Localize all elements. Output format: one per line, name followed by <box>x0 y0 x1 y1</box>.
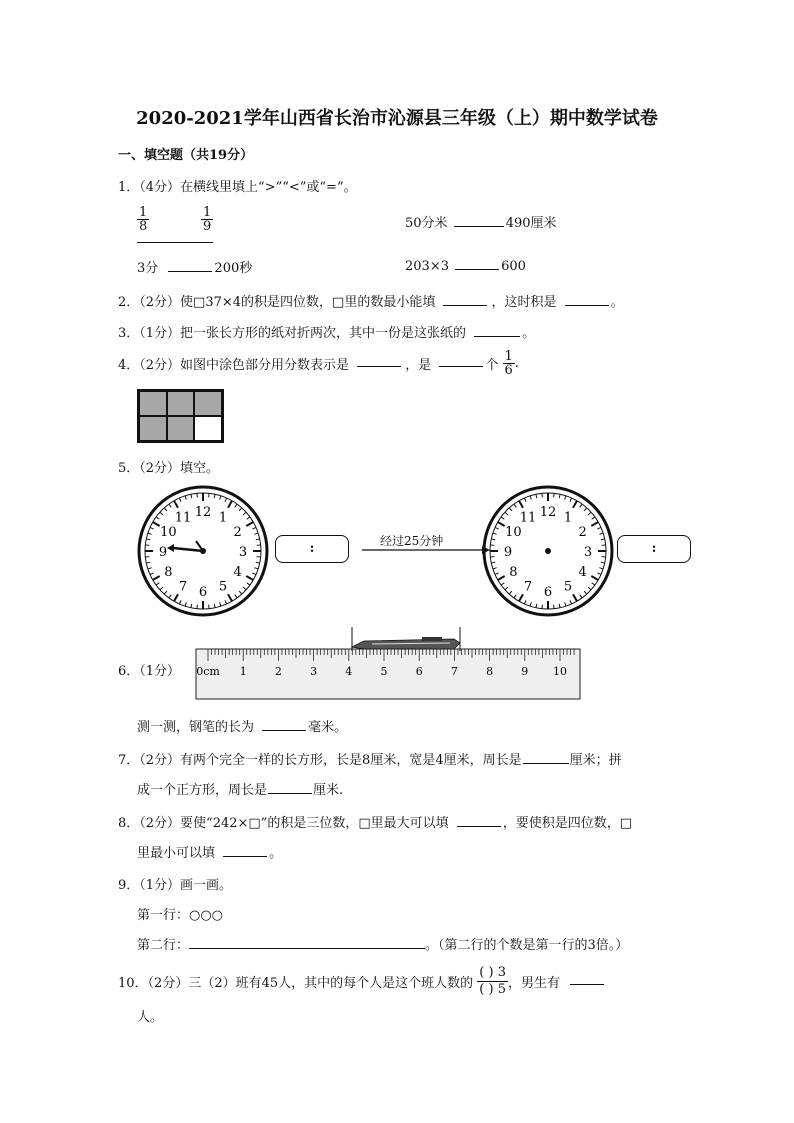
q9-row1: 第一行：○○○ <box>137 908 224 923</box>
q2-text: ，这时积是 <box>491 295 557 310</box>
q4-text: ，是 <box>405 358 432 373</box>
q9-text: 。（第二行的个数是第一行的3倍。） <box>425 938 629 953</box>
clock-number: 6 <box>198 585 208 600</box>
clock-number: 4 <box>233 565 242 580</box>
time-box-end[interactable]: : <box>617 535 691 563</box>
clock-number: 2 <box>233 525 242 540</box>
time-box-start[interactable]: : <box>275 535 349 563</box>
clock-number: 7 <box>178 579 188 595</box>
clock-number: 8 <box>509 565 518 580</box>
clock-number: 5 <box>563 579 573 595</box>
numerator: 1 <box>139 205 148 220</box>
q3-text: 3．（1分）把一张长方形的纸对折两次，其中一份是这张纸的 <box>118 326 467 341</box>
grid-cell-shaded <box>139 416 167 441</box>
blank-paren[interactable]: ( ) <box>479 982 494 997</box>
numerator: 1 <box>203 205 212 220</box>
answer-blank[interactable] <box>454 214 504 227</box>
q8-text: 。 <box>269 846 283 861</box>
numerator <box>477 965 508 982</box>
question-3 <box>118 322 535 341</box>
clock-number: 4 <box>578 565 587 580</box>
clock-number: 12 <box>194 505 212 520</box>
ruler-label: 5 <box>380 665 388 678</box>
q6-text: 毫米。 <box>308 720 348 735</box>
answer-blank[interactable] <box>223 844 267 857</box>
grid-cell-shaded <box>167 391 195 416</box>
denominator-value: 5 <box>497 982 506 997</box>
q6-answer-line <box>137 716 347 735</box>
question-8-line1 <box>118 812 632 831</box>
question-7-line1 <box>118 749 622 768</box>
compare-right: 490厘米 <box>505 216 557 231</box>
pen-icon <box>352 637 460 649</box>
clock-number: 6 <box>543 585 553 600</box>
answer-blank[interactable] <box>457 814 501 827</box>
ruler-label: 7 <box>450 665 458 678</box>
q4-text: 个 <box>485 358 499 373</box>
question-6-stem: 6．（1分） <box>118 664 181 679</box>
ruler-label: 6 <box>415 665 423 678</box>
q3-text: 。 <box>522 326 536 341</box>
ruler-label: 1 <box>239 665 247 678</box>
question-9-stem: 9．（1分）画一画。 <box>118 878 233 893</box>
question-5-stem: 5．（2分）填空。 <box>118 461 220 476</box>
answer-blank[interactable] <box>262 718 306 731</box>
ruler-label: 0cm <box>196 665 220 678</box>
clock-number: 3 <box>583 545 593 560</box>
answer-blank[interactable] <box>443 293 487 306</box>
denominator: 8 <box>139 219 148 234</box>
blank-paren[interactable]: ( ) <box>479 965 494 980</box>
answer-blank[interactable] <box>137 242 213 243</box>
q10-text: 10．（2分）三（2）班有45人，其中的每个人是这个班人数的 <box>118 976 474 991</box>
clock-number: 8 <box>164 565 173 580</box>
q1-b <box>405 212 557 231</box>
ruler-label: 9 <box>521 665 529 678</box>
clock-number: 1 <box>563 510 573 526</box>
grid-cell-blank <box>194 416 222 441</box>
answer-blank[interactable] <box>189 936 425 949</box>
answer-blank[interactable] <box>268 781 312 794</box>
q1-c <box>137 257 252 276</box>
q8-text: 里最小可以填 <box>137 846 216 861</box>
question-1-stem: 1．（4分）在横线里填上“>”“<”或“=”。 <box>118 180 357 195</box>
answer-blank[interactable] <box>474 324 520 337</box>
clock-number: 12 <box>539 505 557 520</box>
clock-figure <box>130 484 700 619</box>
ruler-label: 3 <box>310 665 318 678</box>
ruler-label: 8 <box>486 665 494 678</box>
numerator-value: 3 <box>497 965 506 980</box>
arrow-label: 经过25分钟 <box>380 534 444 548</box>
fraction-one-sixth <box>503 350 515 377</box>
question-4 <box>118 350 519 377</box>
ruler-label: 10 <box>553 665 567 678</box>
answer-blank[interactable] <box>439 354 483 367</box>
clock-number: 9 <box>158 545 168 560</box>
grid-cell-shaded <box>139 391 167 416</box>
clock-number: 11 <box>519 510 537 526</box>
clock-number: 5 <box>218 579 228 595</box>
q4-text: 4．（2分）如图中涂色部分用分数表示是 <box>118 358 350 373</box>
answer-blank[interactable] <box>455 257 499 270</box>
ruler-figure <box>192 625 584 703</box>
compare-left: 3分 <box>137 261 159 276</box>
clock-number: 7 <box>523 579 533 595</box>
answer-blank[interactable] <box>357 354 401 367</box>
compare-left: 203×3 <box>405 259 449 274</box>
question-10 <box>118 965 604 998</box>
q1-fraction-compare <box>137 206 217 246</box>
q2-text: 2．（2分）使□37×4的积是四位数，□里的数最小能填 <box>118 295 436 310</box>
grid-cell-shaded <box>194 391 222 416</box>
fraction-left <box>137 206 149 233</box>
denominator: 9 <box>203 219 212 234</box>
page-title: 2020-2021学年山西省长治市沁源县三年级（上）期中数学试卷 <box>136 108 658 129</box>
grid-cell-shaded <box>167 416 195 441</box>
denominator <box>479 982 506 998</box>
shaded-grid-figure <box>137 389 224 443</box>
q9-text: 第二行： <box>137 938 190 953</box>
q8-text: ，要使积是四位数，□ <box>502 816 633 831</box>
answer-blank[interactable] <box>565 293 609 306</box>
q10-text: ，男生有 <box>507 976 560 991</box>
q9-row2 <box>137 934 628 953</box>
clock-number: 3 <box>238 545 248 560</box>
question-2 <box>118 291 624 310</box>
q8-text: 8．（2分）要使“242×□”的积是三位数，□里最大可以填 <box>118 816 449 831</box>
compare-right: 200秒 <box>214 261 253 276</box>
clock-center <box>545 548 551 554</box>
q4-text: . <box>514 356 519 371</box>
compare-right: 600 <box>501 259 526 274</box>
clock-number: 10 <box>160 525 177 540</box>
clock-number: 2 <box>578 525 587 540</box>
question-7-line2 <box>137 779 343 798</box>
answer-blank[interactable] <box>570 972 604 985</box>
clock-number: 11 <box>174 510 192 526</box>
answer-blank[interactable] <box>523 751 569 764</box>
q6-text: 测一测，钢笔的长为 <box>137 720 255 735</box>
clock-number: 10 <box>505 525 522 540</box>
question-10-line2: 人。 <box>137 1010 164 1025</box>
fraction-right <box>201 206 213 233</box>
ruler-label: 2 <box>274 665 282 678</box>
question-8-line2 <box>137 842 282 861</box>
section-heading: 一、填空题（共19分） <box>118 148 254 163</box>
q7-text: 7．（2分）有两个完全一样的长方形，长是8厘米，宽是4厘米，周长是 <box>118 753 522 768</box>
compare-left: 50分米 <box>405 216 448 231</box>
q7-text: 厘米. <box>313 783 344 798</box>
ruler-label: 4 <box>345 665 353 678</box>
fraction-blank-3 <box>477 965 508 998</box>
clock-number: 9 <box>503 545 513 560</box>
denominator: 6 <box>504 363 513 378</box>
answer-blank[interactable] <box>168 259 212 272</box>
q2-text: 。 <box>610 295 624 310</box>
q7-text: 成一个正方形，周长是 <box>137 783 268 798</box>
clock-right <box>484 487 612 615</box>
q7-text: 厘米；拼 <box>569 753 622 768</box>
clock-number: 1 <box>218 510 228 526</box>
numerator: 1 <box>504 349 513 364</box>
clock-left <box>139 487 267 615</box>
q1-d <box>405 257 526 274</box>
